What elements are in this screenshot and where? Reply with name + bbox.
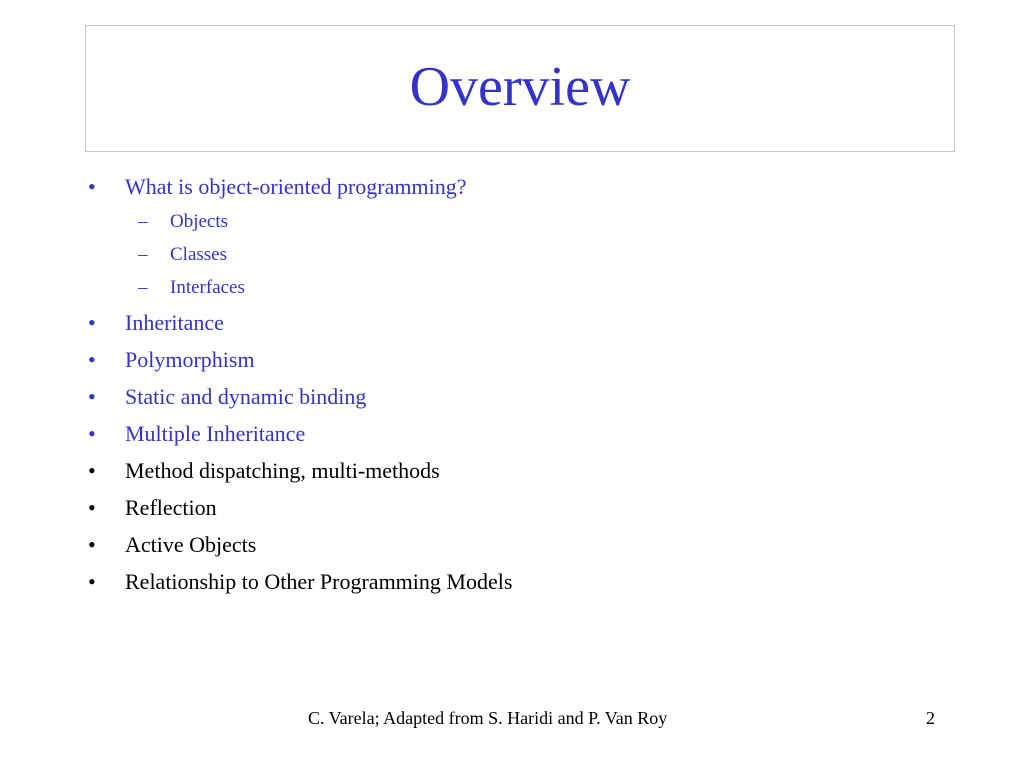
bullet-text: Multiple Inheritance [125, 421, 306, 446]
sub-bullet-marker: – [138, 244, 148, 265]
bullet-marker: • [88, 495, 96, 520]
title-box [85, 25, 955, 152]
sub-bullet-marker: – [138, 277, 148, 298]
bullet-item [88, 415, 948, 452]
slide-title: Overview [409, 55, 631, 118]
sub-bullet-marker: – [138, 211, 148, 232]
bullet-text: Inheritance [125, 310, 224, 335]
bullet-item [88, 304, 948, 341]
bullet-item [88, 526, 948, 563]
bullet-text: What is object-oriented programming? [125, 174, 467, 199]
sub-bullet-text: Interfaces [170, 277, 245, 298]
bullet-marker: • [88, 532, 96, 557]
bullet-item [88, 341, 948, 378]
sub-bullet-item [88, 238, 948, 271]
bullet-item [88, 168, 948, 205]
bullet-text: Method dispatching, multi-methods [125, 458, 440, 483]
bullet-item [88, 489, 948, 526]
sub-bullet-item [88, 205, 948, 238]
bullet-marker: • [88, 384, 96, 409]
bullet-text: Static and dynamic binding [125, 384, 367, 409]
bullet-marker: • [88, 310, 96, 335]
bullet-marker: • [88, 421, 96, 446]
page-number: 2 [926, 708, 935, 728]
bullet-item [88, 563, 948, 600]
bullet-marker: • [88, 569, 96, 594]
bullet-marker: • [88, 174, 96, 199]
bullet-text: Relationship to Other Programming Models [125, 569, 513, 594]
slide-footer: C. Varela; Adapted from S. Haridi and P. Van Roy [308, 708, 668, 728]
sub-bullet-text: Objects [170, 211, 229, 232]
sub-bullet-item [88, 271, 948, 304]
bullet-text: Active Objects [125, 532, 257, 557]
bullet-text: Polymorphism [125, 347, 255, 372]
bullet-marker: • [88, 458, 96, 483]
bullet-list [88, 168, 948, 600]
bullet-text: Reflection [125, 495, 217, 520]
bullet-item [88, 378, 948, 415]
bullet-item [88, 452, 948, 489]
sub-bullet-text: Classes [170, 244, 227, 265]
bullet-marker: • [88, 347, 96, 372]
